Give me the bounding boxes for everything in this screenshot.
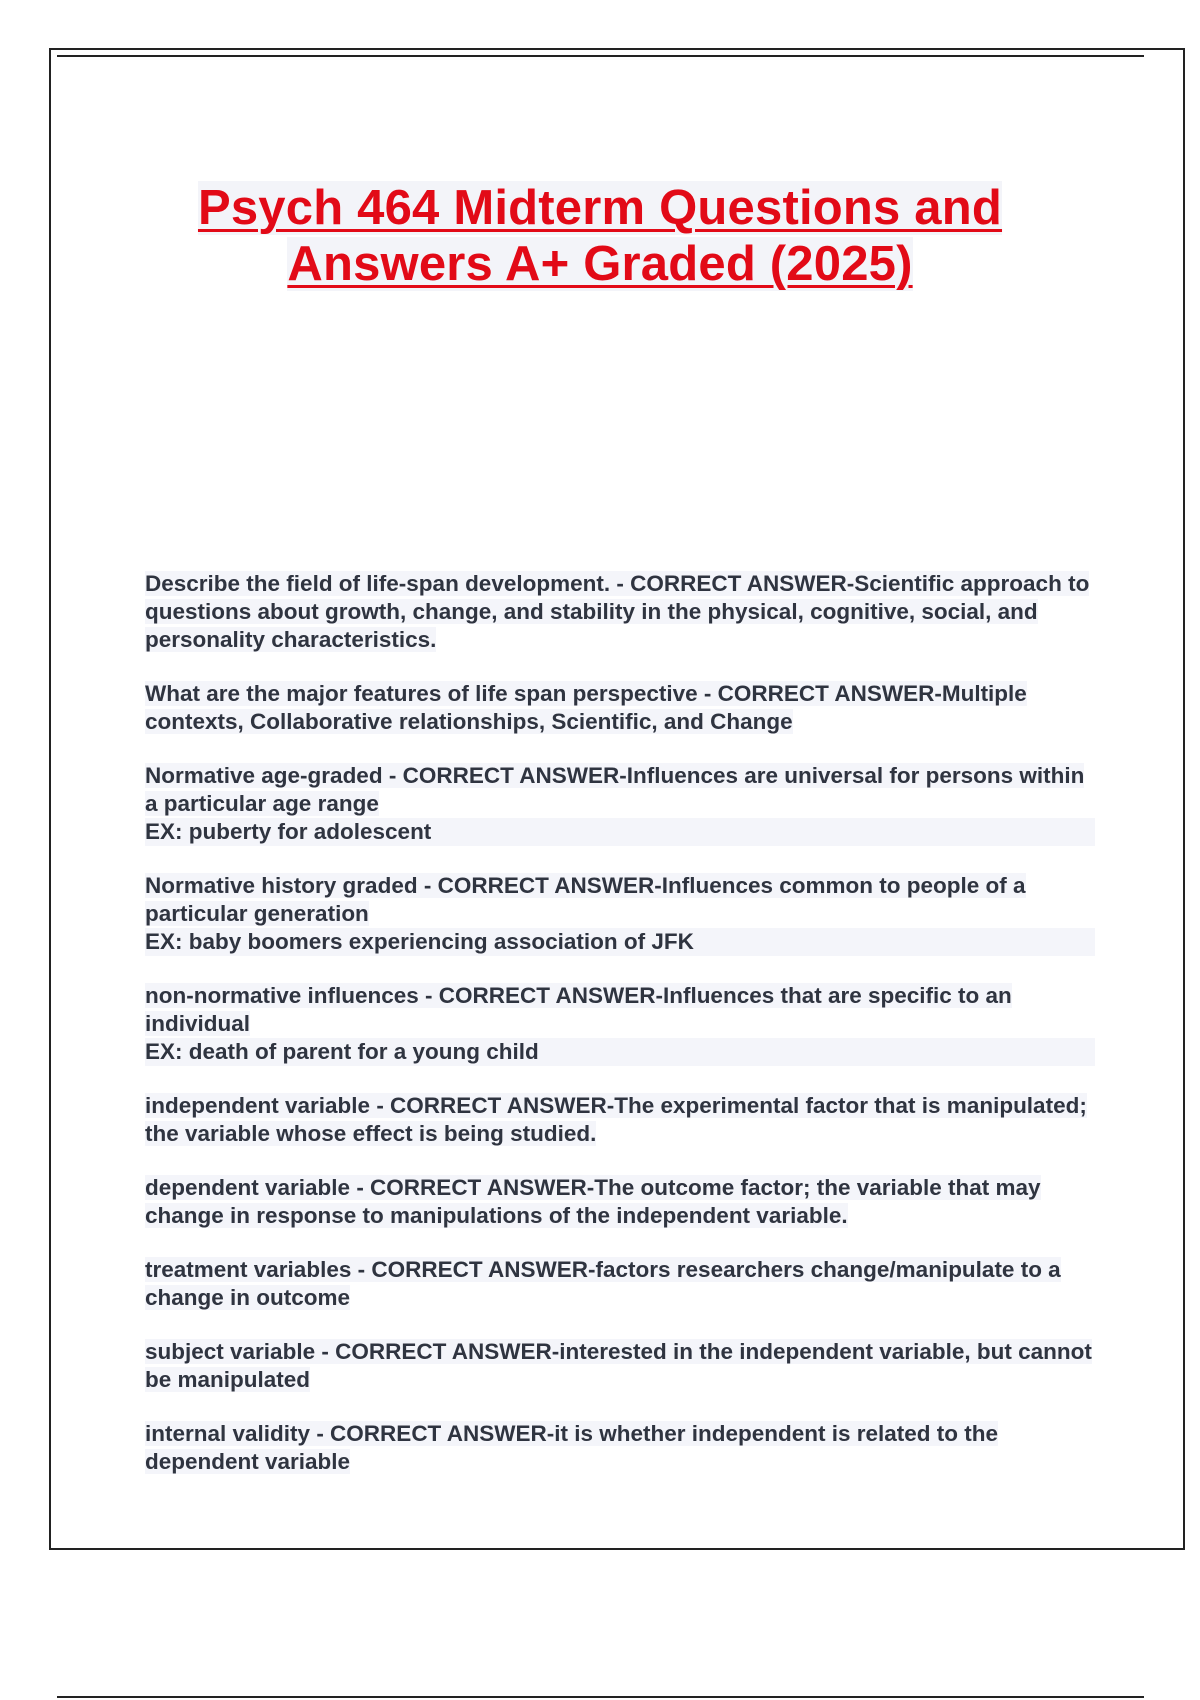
answer-separator: - CORRECT ANSWER- xyxy=(310,1421,555,1446)
question-text: Normative history graded xyxy=(145,873,418,898)
answer-text: Influences are universal for persons within a particular age range xyxy=(145,763,1085,816)
question-text: Describe the field of life-span development. xyxy=(145,571,611,596)
answer-text: Influences common to people of a particular generation xyxy=(145,873,1026,926)
qa-list xyxy=(145,570,1095,1502)
answer-separator: - CORRECT ANSWER- xyxy=(351,1257,596,1282)
question-text: What are the major features of life span perspective xyxy=(145,681,698,706)
qa-item xyxy=(145,680,1095,736)
qa-item xyxy=(145,570,1095,654)
qa-item xyxy=(145,982,1095,1066)
answer-separator: - CORRECT ANSWER- xyxy=(418,983,663,1008)
question-text: non-normative influences xyxy=(145,983,419,1008)
question-text: independent variable xyxy=(145,1093,371,1118)
example-text: EX: baby boomers experiencing association of JFK xyxy=(145,928,1095,956)
question-text: subject variable xyxy=(145,1339,316,1364)
qa-item xyxy=(145,1174,1095,1230)
answer-text: Influences that are specific to an individual xyxy=(145,983,1012,1036)
answer-separator: - CORRECT ANSWER- xyxy=(350,1175,595,1200)
answer-text: interested in the independent variable, but cannot be manipulated xyxy=(145,1339,1092,1392)
answer-text: Multiple contexts, Collaborative relationships, Scientific, and Change xyxy=(145,681,1027,734)
bottom-rule xyxy=(57,1696,1144,1698)
question-text: internal validity xyxy=(145,1421,311,1446)
answer-text: it is whether independent is related to the dependent variable xyxy=(145,1421,999,1474)
example-text: EX: puberty for adolescent xyxy=(145,818,1095,846)
qa-item xyxy=(145,1256,1095,1312)
answer-text: The outcome factor; the variable that may change in response to manipulations of the independent variable. xyxy=(145,1175,1041,1228)
example-text: EX: death of parent for a young child xyxy=(145,1038,1095,1066)
qa-item xyxy=(145,762,1095,846)
question-text: dependent variable xyxy=(145,1175,351,1200)
question-text: treatment variables xyxy=(145,1257,352,1282)
answer-text: factors researchers change/manipulate to a change in outcome xyxy=(145,1257,1061,1310)
qa-item xyxy=(145,1420,1095,1476)
document-title-text: Psych 464 Midterm Questions and Answers A+ Graded (2025) xyxy=(197,181,1003,291)
qa-item xyxy=(145,1338,1095,1394)
answer-separator: - CORRECT ANSWER- xyxy=(370,1093,615,1118)
answer-separator: - CORRECT ANSWER- xyxy=(610,571,855,596)
answer-separator: - CORRECT ANSWER- xyxy=(417,873,662,898)
answer-separator: - CORRECT ANSWER- xyxy=(315,1339,560,1364)
qa-item xyxy=(145,872,1095,956)
qa-item xyxy=(145,1092,1095,1148)
answer-text: The experimental factor that is manipulated; the variable whose effect is being studied. xyxy=(145,1093,1087,1146)
document-title xyxy=(150,180,1050,292)
answer-text: Scientific approach to questions about growth, change, and stability in the physical, cognitive, social, and personality characteristics. xyxy=(145,571,1090,652)
question-text: Normative age-graded xyxy=(145,763,383,788)
answer-separator: - CORRECT ANSWER- xyxy=(382,763,627,788)
answer-separator: - CORRECT ANSWER- xyxy=(697,681,942,706)
